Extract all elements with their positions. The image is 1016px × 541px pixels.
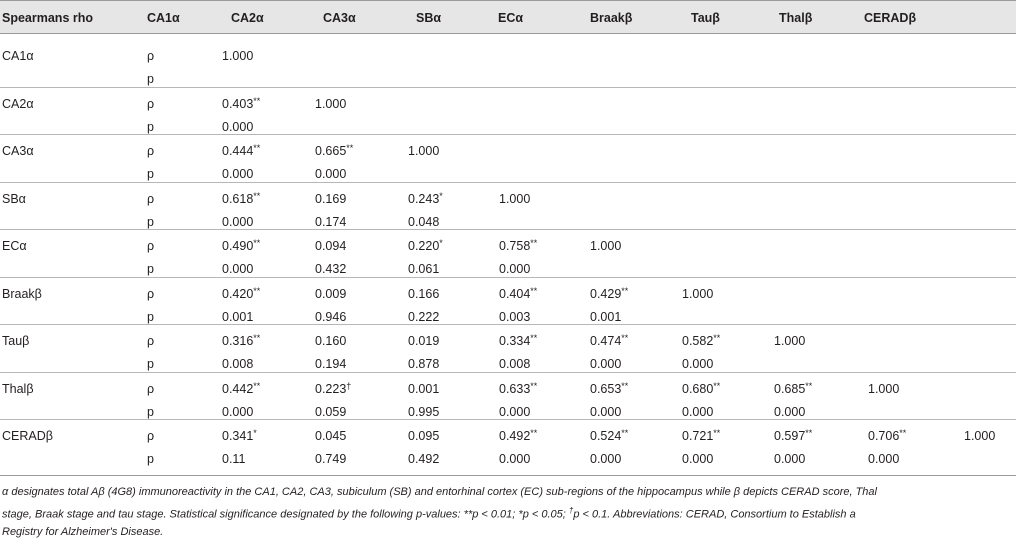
p-value-cell: 0.000	[315, 167, 347, 181]
p-value-cell: 0.000	[499, 452, 531, 466]
p-label: p	[147, 357, 154, 371]
rho-label: ρ	[147, 96, 155, 111]
row-label: ECα	[2, 239, 27, 253]
p-label: p	[147, 262, 154, 276]
p-value-cell: 0.000	[682, 404, 714, 419]
row-separator	[0, 134, 1016, 135]
p-value-cell: 0.000	[499, 404, 531, 419]
p-value-cell: 0.000	[590, 357, 622, 371]
rho-cell	[590, 429, 628, 443]
p-label: p	[147, 119, 154, 134]
significance-marker: *	[253, 428, 257, 438]
rho-value: 0.758	[499, 239, 531, 253]
p-value-cell: 0.000	[222, 214, 254, 229]
p-label: p	[147, 167, 154, 181]
row-separator	[0, 182, 1016, 183]
rho-value: 0.045	[315, 429, 347, 443]
rho-value: 0.706	[868, 429, 900, 443]
rho-value: 0.685	[774, 381, 806, 396]
rho-value: 0.404	[499, 286, 531, 301]
significance-marker: **	[621, 285, 629, 296]
row-label: CA3α	[2, 144, 34, 158]
significance-marker: **	[253, 380, 261, 391]
p-value-cell: 0.061	[408, 262, 440, 276]
rho-value: 0.429	[590, 286, 622, 301]
rho-value: 1.000	[774, 334, 806, 348]
rho-cell	[408, 239, 443, 253]
rho-value: 0.095	[408, 429, 440, 443]
p-value-cell: 0.174	[315, 214, 347, 229]
row-separator	[0, 87, 1016, 88]
rho-cell	[682, 429, 720, 443]
col-header-thal: Thalβ	[779, 11, 813, 25]
col-header-ca3: CA3α	[323, 11, 356, 25]
p-value-cell: 0.000	[499, 262, 531, 276]
rho-value: 0.420	[222, 286, 254, 301]
rho-cell	[408, 429, 439, 443]
rho-value: 0.490	[222, 239, 254, 253]
col-header-ca2: CA2α	[231, 11, 264, 25]
rho-value: 0.341	[222, 429, 254, 443]
rho-cell	[964, 429, 995, 443]
p-value-cell: 0.995	[408, 404, 440, 419]
p-value-cell: 0.000	[590, 404, 622, 419]
rho-value: 0.582	[682, 334, 714, 348]
p-value-cell: 0.222	[408, 309, 440, 324]
row-label: Tauβ	[2, 334, 30, 348]
row-label: CERADβ	[2, 429, 53, 443]
rho-label: ρ	[147, 334, 155, 348]
significance-marker: **	[713, 380, 721, 391]
rho-value: 0.001	[408, 381, 440, 396]
significance-marker: **	[253, 95, 261, 106]
col-header-braak: Braakβ	[590, 11, 633, 25]
footnote-line-3: Registry for Alzheimer's Disease.	[2, 525, 164, 538]
footnote-line-2: stage, Braak stage and tau stage. Statistical significance designated by the following p-values:	[2, 508, 464, 521]
rho-value: 0.524	[590, 429, 622, 443]
rho-value: 0.597	[774, 429, 806, 443]
rho-cell	[315, 239, 346, 253]
col-header-cerad: CERADβ	[864, 11, 917, 25]
corner-header: Spearmans rho	[2, 11, 94, 25]
rho-cell	[499, 287, 537, 301]
col-header-ec: ECα	[498, 11, 524, 25]
p-value-cell: 0.059	[315, 404, 347, 419]
rho-value: 0.019	[408, 334, 440, 348]
significance-marker: **	[530, 285, 538, 296]
rho-cell	[315, 192, 346, 206]
p-value-cell: 0.749	[315, 452, 347, 466]
rho-value: 0.169	[315, 191, 347, 206]
significance-marker: **	[713, 428, 721, 438]
significance-marker: †	[346, 380, 352, 391]
row-separator	[0, 229, 1016, 230]
significance-marker: **	[253, 285, 261, 296]
rho-cell	[222, 239, 260, 253]
rho-cell	[590, 334, 628, 348]
p-value-cell: 0.048	[408, 214, 440, 229]
p-label: p	[147, 72, 154, 86]
p-label: p	[147, 452, 154, 466]
rho-cell	[868, 382, 899, 396]
footnote-sig-3: p < 0.1. Abbreviations: CERAD, Consortium to Establish a	[573, 508, 856, 521]
rho-cell	[408, 382, 439, 396]
significance-marker: **	[621, 428, 629, 438]
rho-cell	[774, 382, 812, 396]
rho-value: 0.444	[222, 144, 254, 158]
rho-value: 0.492	[499, 429, 531, 443]
row-label: CA1α	[2, 49, 34, 63]
significance-marker: **	[346, 143, 354, 153]
row-separator	[0, 419, 1016, 420]
p-value-cell: 0.432	[315, 262, 347, 276]
rho-value: 0.220	[408, 239, 440, 253]
table-header-bar	[0, 0, 1016, 34]
significance-marker: **	[621, 333, 629, 343]
rho-label: ρ	[147, 144, 155, 158]
p-value-cell: 0.000	[222, 119, 254, 134]
rho-cell	[590, 287, 628, 301]
p-value-cell: 0.946	[315, 309, 347, 324]
significance-marker: **	[253, 333, 261, 343]
rho-cell	[222, 97, 260, 111]
rho-value: 0.223	[315, 381, 347, 396]
rho-cell	[222, 334, 260, 348]
rho-cell	[315, 429, 346, 443]
p-value-cell: 0.008	[222, 357, 254, 371]
rho-cell	[682, 287, 713, 301]
rho-value: 1.000	[408, 144, 440, 158]
rho-cell	[590, 239, 621, 253]
significance-marker: **	[530, 238, 538, 248]
rho-cell	[222, 49, 253, 63]
significance-marker: **	[253, 238, 261, 248]
p-value-cell: 0.000	[682, 357, 714, 371]
rho-cell	[499, 382, 537, 396]
rho-cell	[315, 97, 346, 111]
p-value-cell: 0.000	[222, 404, 254, 419]
col-header-ca1: CA1α	[147, 11, 180, 25]
significance-marker: **	[530, 333, 538, 343]
rho-value: 1.000	[590, 239, 622, 253]
rho-cell	[222, 144, 260, 158]
rho-cell	[590, 382, 628, 396]
p-value-cell: 0.008	[499, 357, 531, 371]
rho-value: 0.166	[408, 286, 440, 301]
p-value-cell: 0.492	[408, 452, 440, 466]
col-header-sb: SBα	[416, 11, 442, 25]
rho-cell	[499, 192, 530, 206]
rho-cell	[774, 429, 812, 443]
dagger-symbol: †	[568, 505, 574, 515]
row-separator	[0, 277, 1016, 278]
p-value-cell: 0.11	[222, 452, 246, 466]
p-value-cell: 0.194	[315, 357, 347, 371]
rho-label: ρ	[147, 381, 155, 396]
rho-cell	[222, 429, 257, 443]
significance-marker: **	[805, 428, 813, 438]
rho-cell	[682, 334, 720, 348]
rho-value: 0.243	[408, 191, 440, 206]
rho-cell	[222, 287, 260, 301]
significance-marker: **	[253, 190, 261, 201]
significance-marker: **	[253, 143, 261, 153]
p-value-cell: 0.001	[222, 309, 254, 324]
rho-cell	[315, 382, 351, 396]
rho-cell	[499, 334, 537, 348]
rho-cell	[499, 429, 537, 443]
rho-value: 0.653	[590, 381, 622, 396]
rho-value: 1.000	[964, 429, 996, 443]
rho-value: 0.316	[222, 334, 254, 348]
rho-cell	[315, 144, 353, 158]
rho-value: 1.000	[315, 96, 347, 111]
rho-value: 0.160	[315, 334, 347, 348]
significance-marker: **	[621, 380, 629, 391]
row-label: CA2α	[2, 96, 34, 111]
row-label: SBα	[2, 191, 26, 206]
rho-value: 0.474	[590, 334, 622, 348]
p-value-cell: 0.000	[774, 452, 806, 466]
rho-value: 0.721	[682, 429, 714, 443]
rho-value: 1.000	[682, 286, 714, 301]
significance-marker: *	[439, 190, 443, 201]
significance-marker: *	[439, 238, 443, 248]
rho-value: 0.633	[499, 381, 531, 396]
footnote-line-1: α designates total Aβ (4G8) immunoreactivity in the CA1, CA2, CA3, subiculum (SB) and entorhinal cortex (EC) sub-regions of the hippocampus while β depicts CERAD score, Thal	[2, 486, 877, 498]
significance-marker: **	[713, 333, 721, 343]
table-footnote	[2, 484, 1014, 541]
p-value-cell: 0.000	[222, 262, 254, 276]
p-label: p	[147, 309, 154, 324]
rho-cell	[315, 334, 346, 348]
col-header-tau: Tauβ	[691, 11, 720, 25]
rho-cell	[315, 287, 346, 301]
p-value-cell: 0.001	[590, 309, 622, 324]
rho-cell	[222, 192, 260, 206]
p-value-cell: 0.878	[408, 357, 440, 371]
rho-value: 1.000	[222, 49, 254, 63]
p-value-cell: 0.003	[499, 309, 531, 324]
p-label: p	[147, 214, 154, 229]
footnote-sig-1: **p < 0.01;	[463, 508, 519, 521]
p-value-cell: 0.000	[590, 452, 622, 466]
p-label: p	[147, 404, 154, 419]
rho-value: 1.000	[499, 191, 531, 206]
rho-cell	[682, 382, 720, 396]
rho-value: 0.680	[682, 381, 714, 396]
rho-label: ρ	[147, 429, 155, 443]
rho-value: 0.403	[222, 96, 254, 111]
row-separator	[0, 372, 1016, 373]
rho-label: ρ	[147, 49, 155, 63]
rho-cell	[408, 287, 439, 301]
rho-value: 0.094	[315, 239, 347, 253]
rho-cell	[408, 144, 439, 158]
p-value-cell: 0.000	[222, 167, 254, 181]
rho-value: 0.009	[315, 286, 347, 301]
p-value-cell: 0.000	[868, 452, 900, 466]
significance-marker: **	[530, 428, 538, 438]
rho-value: 1.000	[868, 381, 900, 396]
row-label: Braakβ	[2, 286, 42, 301]
footnote-sig-2: *p < 0.05;	[518, 508, 569, 521]
table-bottom-rule	[0, 475, 1016, 476]
rho-label: ρ	[147, 239, 155, 253]
significance-marker: **	[805, 380, 813, 391]
p-value-cell: 0.000	[682, 452, 714, 466]
row-separator	[0, 324, 1016, 325]
p-value-cell: 0.000	[774, 404, 806, 419]
rho-value: 0.665	[315, 144, 347, 158]
rho-cell	[408, 334, 439, 348]
rho-cell	[499, 239, 537, 253]
rho-value: 0.618	[222, 191, 254, 206]
rho-cell	[222, 382, 260, 396]
rho-cell	[774, 334, 805, 348]
rho-value: 0.442	[222, 381, 254, 396]
rho-label: ρ	[147, 286, 155, 301]
rho-cell	[868, 429, 906, 443]
significance-marker: **	[530, 380, 538, 391]
rho-cell	[408, 192, 443, 206]
rho-value: 0.334	[499, 334, 531, 348]
significance-marker: **	[899, 428, 907, 438]
row-label: Thalβ	[2, 381, 34, 396]
rho-label: ρ	[147, 191, 155, 206]
